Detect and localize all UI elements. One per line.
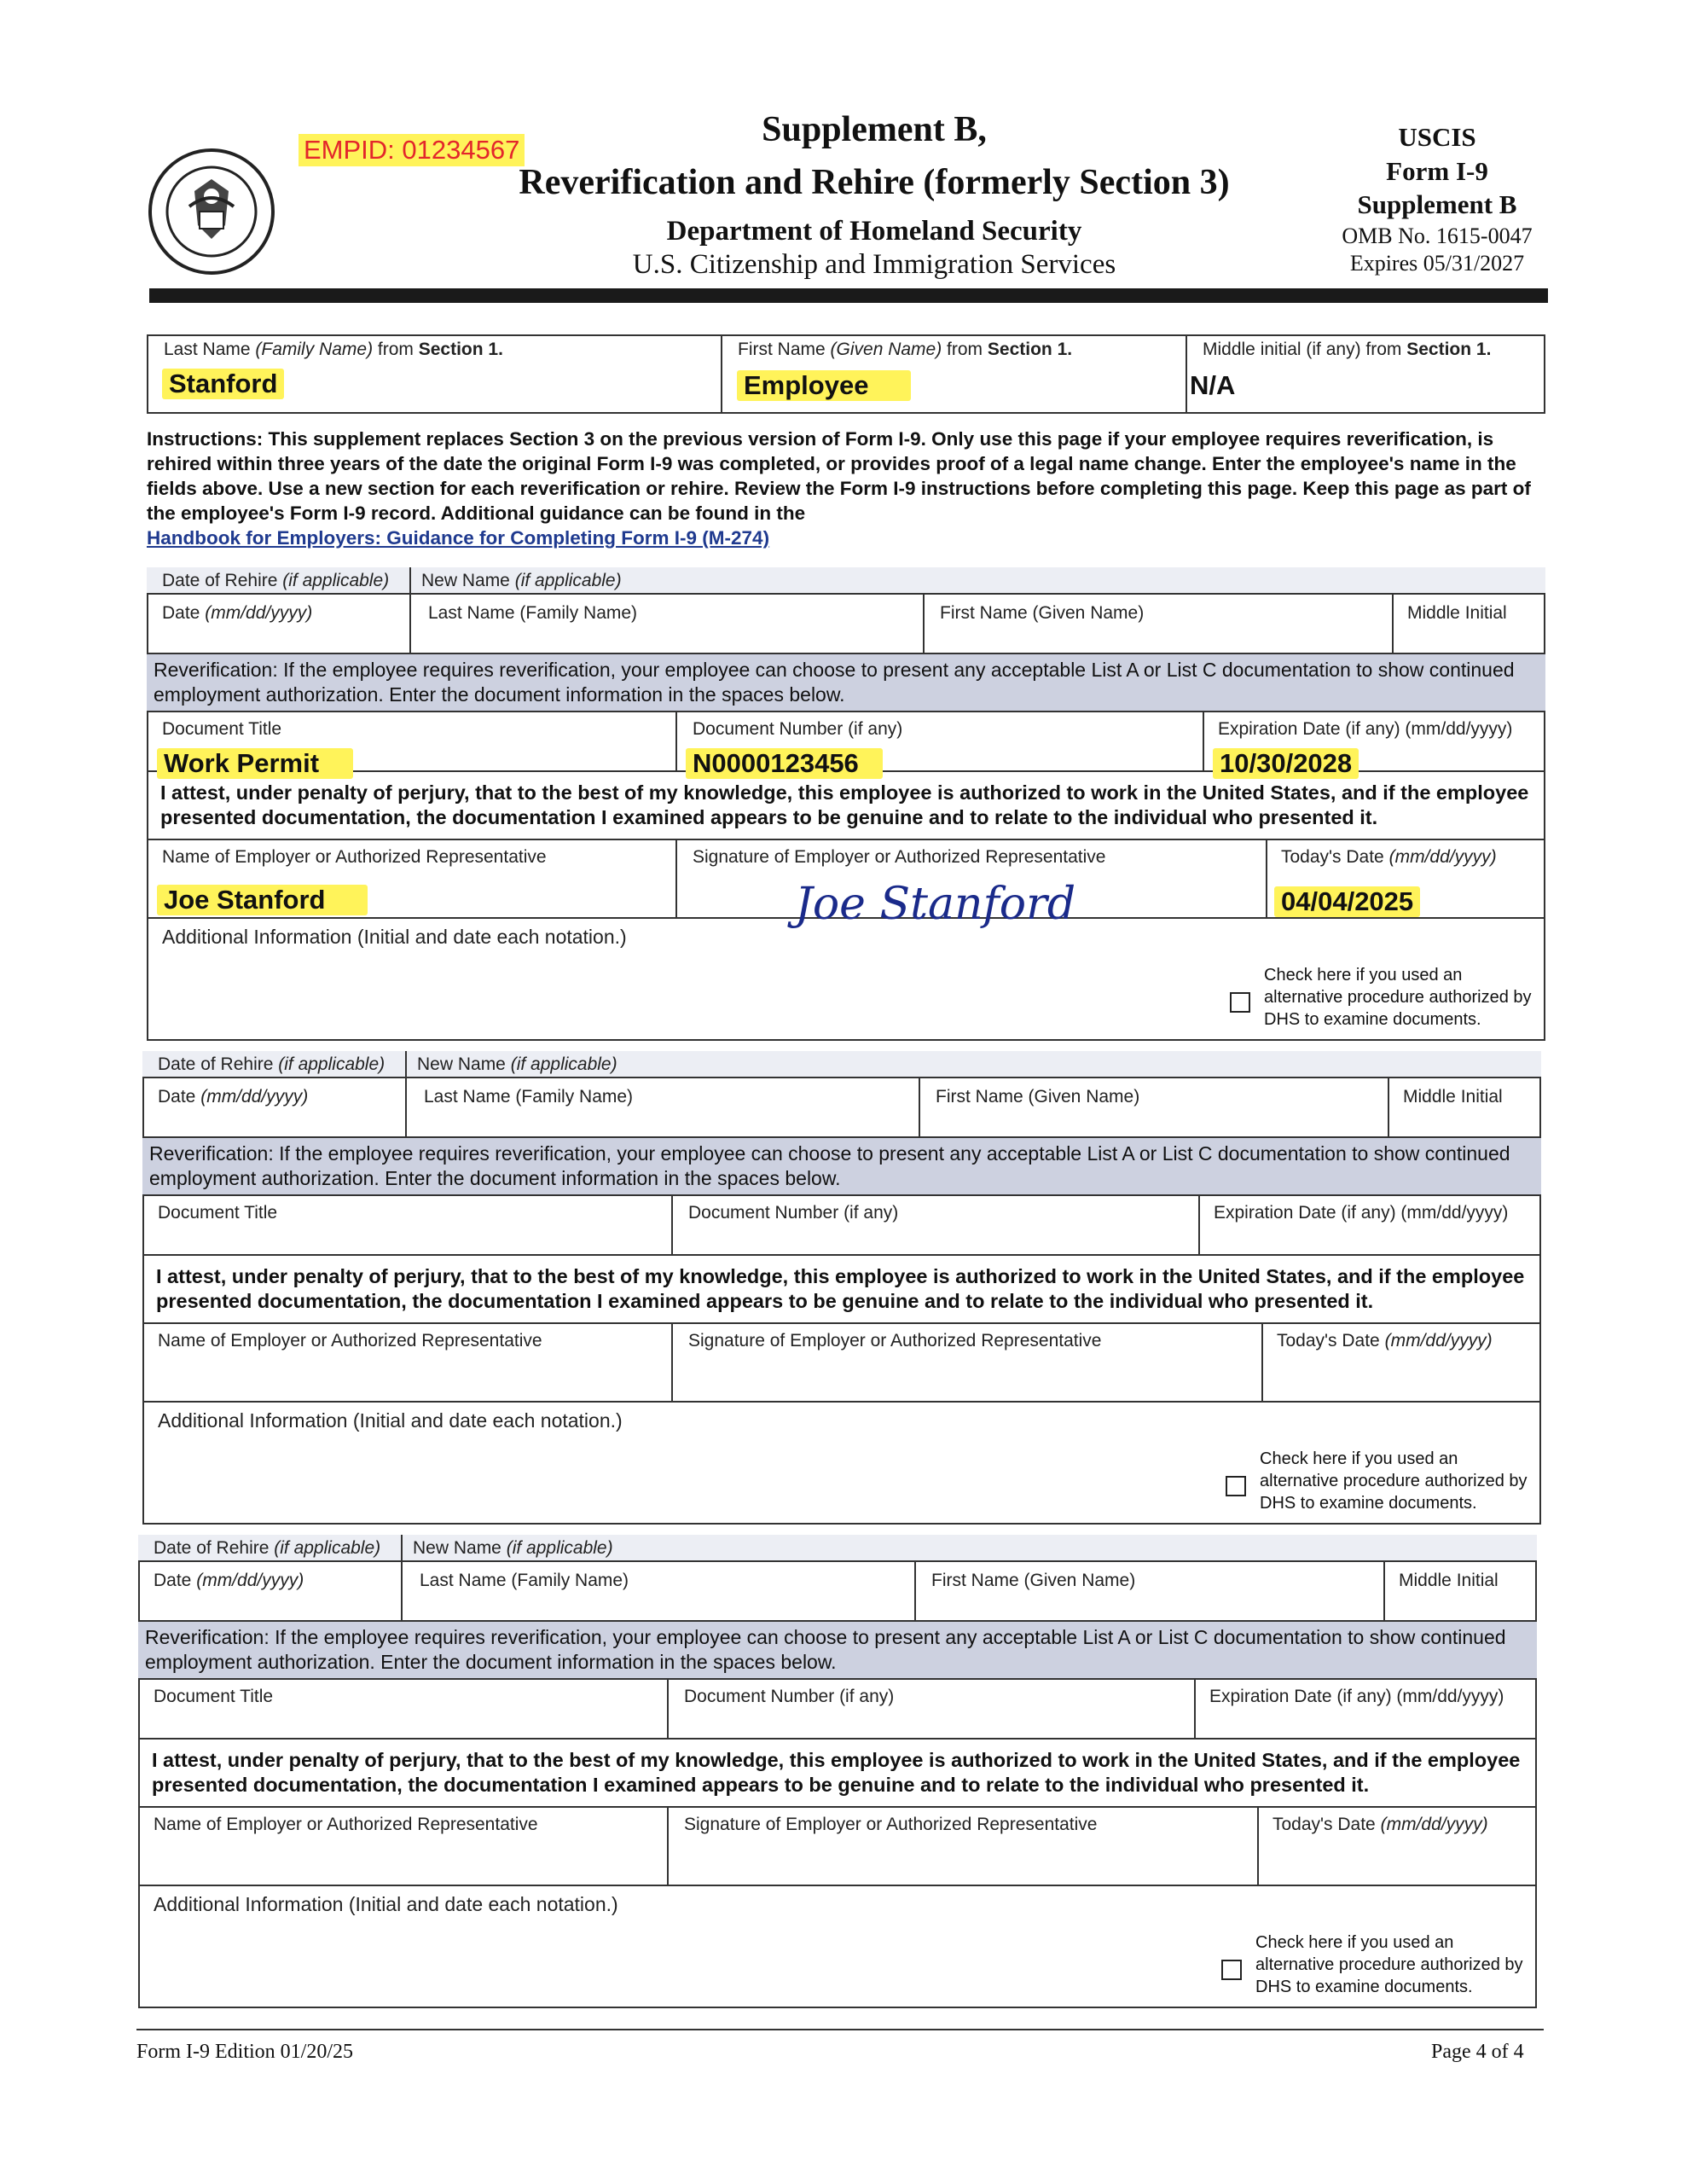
middle-initial-label: Middle initial (if any) from Section 1. xyxy=(1203,340,1492,359)
reverification-instructions: Reverification: If the employee requires reverification, your employee can choose to present any acceptable List A or List C documentation to show continued employment authorization. Enter the document information in the spaces below. xyxy=(147,653,1545,712)
handbook-link[interactable]: Handbook for Employers: Guidance for Completing Form I-9 (M-274) xyxy=(147,527,770,549)
employer-name-value[interactable]: Joe Stanford xyxy=(157,885,368,915)
new-middle-initial-field[interactable]: Middle Initial xyxy=(1403,1087,1503,1107)
first-name-label: First Name (Given Name) from Section 1. xyxy=(738,340,1073,359)
reverification-instructions: Reverification: If the employee requires reverification, your employee can choose to present any acceptable List A or List C documentation to show continued employment authorization. Enter the document information in the spaces below. xyxy=(138,1620,1537,1680)
new-last-name-field[interactable]: Last Name (Family Name) xyxy=(424,1087,634,1107)
signature-label: Signature of Employer or Authorized Representative xyxy=(693,847,1106,867)
todays-date-label: Today's Date (mm/dd/yyyy) xyxy=(1277,1331,1493,1350)
new-middle-initial-field[interactable]: Middle Initial xyxy=(1399,1571,1499,1590)
attestation-text: I attest, under penalty of perjury, that to the best of my knowledge, this employee is authorized to work in the United States, and if the employee presented documentation, the documentation I examined appears to be genuine and to relate to the individual who presented it. xyxy=(156,1265,1525,1312)
document-number-label: Document Number (if any) xyxy=(684,1687,895,1706)
alternative-procedure-label: Check here if you used an alternative procedure authorized by DHS to examine documents. xyxy=(1264,966,1532,1029)
todays-date-value[interactable]: 04/04/2025 xyxy=(1274,886,1420,917)
alternative-procedure-checkbox[interactable] xyxy=(1221,1960,1242,1980)
additional-info-field[interactable]: Additional Information (Initial and date each notation.) xyxy=(154,1893,618,1915)
expiration-date-value[interactable]: 10/30/2028 xyxy=(1213,748,1359,779)
employer-signature[interactable]: Joe Stanford xyxy=(795,879,1076,930)
alternative-procedure-checkbox[interactable] xyxy=(1226,1476,1246,1496)
todays-date-label: Today's Date (mm/dd/yyyy) xyxy=(1281,847,1497,867)
new-first-name-field[interactable]: First Name (Given Name) xyxy=(931,1571,1136,1590)
employer-name-label: Name of Employer or Authorized Representative xyxy=(158,1331,542,1350)
employer-name-label: Name of Employer or Authorized Representative xyxy=(162,847,547,867)
expiration-date-label: Expiration Date (if any) (mm/dd/yyyy) xyxy=(1218,719,1513,739)
first-name-value[interactable]: Employee xyxy=(737,370,911,401)
header-omb: OMB No. 1615-0047 xyxy=(1342,224,1533,248)
document-title-value[interactable]: Work Permit xyxy=(157,748,353,779)
form-title-line2: Reverification and Rehire (formerly Section 3) xyxy=(519,163,1230,202)
document-number-label: Document Number (if any) xyxy=(688,1203,899,1223)
instructions: Instructions: This supplement replaces Section 3 on the previous version of Form I-9. Only use this page if your employee requires reverification, is rehired within three years of the date the original Form I-9 was completed, or provides proof of a legal name change. Enter the employee's name in the fields above. Use a new section for each reverification or rehire. Review the Form I-9 instructions before completing this page. Keep this page as part of the employee's Form I-9 record. Additional guidance can be found in the Handbook for Employers: Guidance for Completing Form I-9 (M-274) xyxy=(147,428,1531,549)
alternative-procedure-label: Check here if you used an alternative procedure authorized by DHS to examine documents. xyxy=(1260,1449,1528,1513)
header-form-number: Form I-9 xyxy=(1386,156,1488,186)
form-title-line1: Supplement B, xyxy=(762,110,987,149)
header-expires: Expires 05/31/2027 xyxy=(1349,251,1525,276)
last-name-value[interactable]: Stanford xyxy=(162,369,284,399)
reverification-instructions: Reverification: If the employee requires reverification, your employee can choose to present any acceptable List A or List C documentation to show continued employment authorization. Enter the document information in the spaces below. xyxy=(142,1136,1541,1196)
header-divider xyxy=(149,288,1548,303)
document-number-label: Document Number (if any) xyxy=(693,719,903,739)
agency-name: Department of Homeland Security xyxy=(666,216,1082,247)
subagency-name: U.S. Citizenship and Immigration Services xyxy=(632,249,1116,280)
new-first-name-field[interactable]: First Name (Given Name) xyxy=(936,1087,1140,1107)
additional-info-field[interactable]: Additional Information (Initial and date each notation.) xyxy=(162,926,627,948)
empid-stamp: EMPID: 01234567 xyxy=(299,134,525,166)
new-middle-initial-field[interactable]: Middle Initial xyxy=(1407,603,1507,623)
new-name-label: New Name (if applicable) xyxy=(421,571,622,590)
rehire-date-field[interactable]: Date (mm/dd/yyyy) xyxy=(154,1571,304,1590)
header-uscis: USCIS xyxy=(1398,122,1476,152)
date-of-rehire-label: Date of Rehire (if applicable) xyxy=(158,1054,386,1074)
new-last-name-field[interactable]: Last Name (Family Name) xyxy=(420,1571,629,1590)
expiration-date-label: Expiration Date (if any) (mm/dd/yyyy) xyxy=(1214,1203,1509,1223)
date-of-rehire-label: Date of Rehire (if applicable) xyxy=(162,571,390,590)
signature-label: Signature of Employer or Authorized Representative xyxy=(684,1815,1098,1834)
header-supplement: Supplement B xyxy=(1357,189,1517,219)
document-number-value[interactable]: N0000123456 xyxy=(686,748,883,779)
footer-edition: Form I-9 Edition 01/20/25 xyxy=(136,2041,353,2063)
footer-page-number: Page 4 of 4 xyxy=(1431,2041,1524,2063)
new-name-label: New Name (if applicable) xyxy=(413,1538,613,1558)
document-title-label: Document Title xyxy=(154,1687,274,1706)
employer-name-label: Name of Employer or Authorized Representative xyxy=(154,1815,538,1834)
attestation-text: I attest, under penalty of perjury, that to the best of my knowledge, this employee is authorized to work in the United States, and if the employee presented documentation, the documentation I examined appears to be genuine and to relate to the individual who presented it. xyxy=(160,781,1529,828)
new-last-name-field[interactable]: Last Name (Family Name) xyxy=(428,603,638,623)
todays-date-label: Today's Date (mm/dd/yyyy) xyxy=(1272,1815,1488,1834)
new-first-name-field[interactable]: First Name (Given Name) xyxy=(940,603,1145,623)
dhs-seal-icon xyxy=(147,147,276,276)
additional-info-field[interactable]: Additional Information (Initial and date each notation.) xyxy=(158,1409,623,1432)
middle-initial-value[interactable]: N/A xyxy=(1190,370,1236,400)
new-name-label: New Name (if applicable) xyxy=(417,1054,617,1074)
alternative-procedure-checkbox[interactable] xyxy=(1230,992,1250,1013)
last-name-label: Last Name (Family Name) from Section 1. xyxy=(164,340,503,359)
date-of-rehire-label: Date of Rehire (if applicable) xyxy=(154,1538,381,1558)
alternative-procedure-label: Check here if you used an alternative procedure authorized by DHS to examine documents. xyxy=(1255,1933,1523,1996)
signature-label: Signature of Employer or Authorized Representative xyxy=(688,1331,1102,1350)
expiration-date-label: Expiration Date (if any) (mm/dd/yyyy) xyxy=(1209,1687,1504,1706)
rehire-date-field[interactable]: Date (mm/dd/yyyy) xyxy=(158,1087,309,1107)
rehire-date-field[interactable]: Date (mm/dd/yyyy) xyxy=(162,603,313,623)
document-title-label: Document Title xyxy=(158,1203,278,1223)
document-title-label: Document Title xyxy=(162,719,282,739)
attestation-text: I attest, under penalty of perjury, that to the best of my knowledge, this employee is authorized to work in the United States, and if the employee presented documentation, the documentation I examined appears to be genuine and to relate to the individual who presented it. xyxy=(152,1749,1521,1796)
